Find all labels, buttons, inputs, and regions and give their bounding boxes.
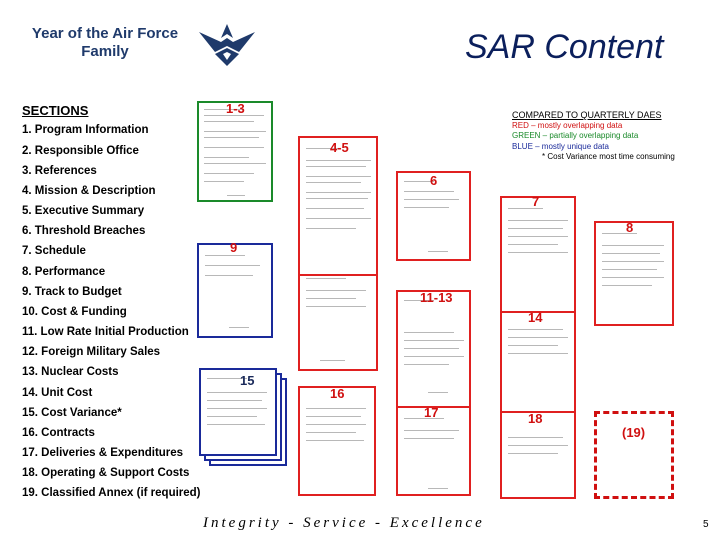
page-thumbnail-9 — [197, 243, 273, 338]
section-item: 3. References — [22, 165, 97, 177]
footer-motto: Integrity - Service - Excellence — [203, 515, 485, 531]
legend-note: * Cost Variance most time consuming — [542, 152, 675, 161]
page-thumbnail-1-3 — [197, 101, 273, 202]
page-thumbnail-8 — [594, 221, 674, 326]
page-label-18: 18 — [528, 411, 543, 426]
page-label-6: 6 — [430, 173, 438, 188]
page-label-11-13: 11-13 — [420, 290, 453, 305]
page-number: 5 — [703, 519, 709, 530]
page-label-17: 17 — [424, 405, 439, 420]
section-item: 4. Mission & Description — [22, 185, 156, 197]
page-thumbnail-4-5 — [298, 136, 378, 276]
page-label-9: 9 — [230, 240, 238, 255]
sections-heading: SECTIONS — [22, 103, 89, 118]
logo-line-1: Year of the Air Force — [31, 25, 179, 42]
section-item: 7. Schedule — [22, 245, 86, 257]
slide-title: SAR Content — [465, 28, 664, 66]
air-force-emblem-icon — [195, 18, 260, 73]
section-item: 8. Performance — [22, 266, 106, 278]
section-item: 11. Low Rate Initial Production — [22, 326, 189, 338]
page-label-19: (19) — [622, 425, 646, 440]
legend-title: COMPARED TO QUARTERLY DAES — [512, 110, 662, 120]
logo-wordmark — [20, 25, 190, 61]
logo-line-2: Family — [81, 43, 129, 60]
legend-box — [512, 110, 702, 163]
section-item: 1. Program Information — [22, 124, 149, 136]
section-item: 12. Foreign Military Sales — [22, 346, 161, 358]
section-item: 18. Operating & Support Costs — [22, 467, 190, 479]
page-thumbnail-11-13 — [396, 290, 471, 410]
page-label-4-5: 4-5 — [330, 140, 349, 155]
page-thumbnail-10 — [298, 266, 378, 371]
section-item: 5. Executive Summary — [22, 205, 145, 217]
section-item: 16. Contracts — [22, 427, 95, 439]
section-item: 10. Cost & Funding — [22, 306, 127, 318]
page-label-7: 7 — [532, 194, 540, 209]
page-thumbnail-14 — [500, 311, 576, 426]
section-item: 19. Classified Annex (if required) — [22, 487, 201, 499]
page-label-1-3: 1-3 — [226, 101, 245, 116]
page-label-8: 8 — [626, 220, 634, 235]
section-item: 2. Responsible Office — [22, 145, 139, 157]
section-item: 15. Cost Variance* — [22, 407, 122, 419]
section-item: 14. Unit Cost — [22, 387, 93, 399]
legend-red: RED – mostly overlapping data — [512, 120, 623, 130]
page-thumbnail-16 — [298, 386, 376, 496]
page-label-14: 14 — [528, 310, 543, 325]
page-thumbnail-7 — [500, 196, 576, 320]
page-label-15: 15 — [240, 373, 255, 388]
section-item: 9. Track to Budget — [22, 286, 122, 298]
legend-blue: BLUE – mostly unique data — [512, 141, 609, 151]
section-item: 17. Deliveries & Expenditures — [22, 447, 184, 459]
legend-green: GREEN – partially overlapping data — [512, 131, 639, 140]
section-item: 13. Nuclear Costs — [22, 366, 119, 378]
page-thumbnail-15 — [199, 368, 277, 456]
section-item: 6. Threshold Breaches — [22, 225, 146, 237]
page-label-16: 16 — [330, 386, 345, 401]
